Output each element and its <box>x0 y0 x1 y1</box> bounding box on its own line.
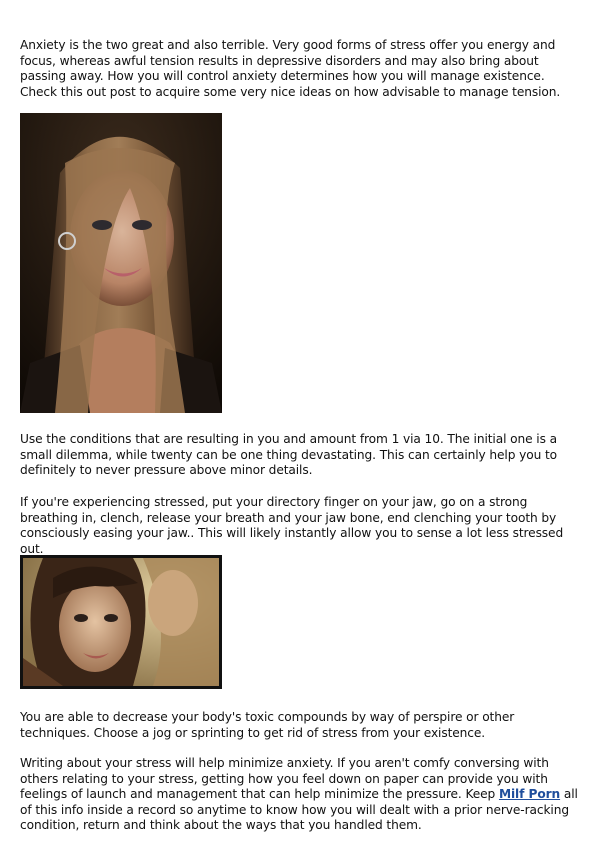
paragraph-intro: Anxiety is the two great and also terrible. Very good forms of stress offer you energy and focus, whereas awful tension results in depressive disorders and may also bring about passing away. How you will control anxiety determines how you will manage existence. Check this out post to acquire some very nice ideas on how advisable to manage tension. <box>20 38 561 99</box>
two-women-photo-graphic <box>23 558 219 686</box>
paragraph-toxins: You are able to decrease your body's toxic compounds by way of perspire or other techniques. Choose a jog or sprinting to get rid of stress from your existence. <box>20 710 515 740</box>
paragraph-writing <box>20 756 582 834</box>
paragraph-writing-before: Writing about your stress will help minimize anxiety. If you aren't comfy conversing with others relating to your stress, getting how you feel down on paper can provide you with feelings of launch and management that can help minimize the pressure. Keep <box>20 756 549 801</box>
milf-porn-link[interactable]: Milf Porn <box>498 787 561 801</box>
portrait-photo <box>20 113 222 413</box>
two-women-photo <box>20 555 222 689</box>
paragraph-jaw-tip: If you're experiencing stressed, put your directory finger on your jaw, go on a strong breathing in, clench, release your breath and your jaw bone, end clenching your tooth by consciously easing your jaw.. This will likely instantly allow you to sense a lot less stressed out. <box>20 495 564 556</box>
paragraph-rating: Use the conditions that are resulting in you and amount from 1 via 10. The initial one is a small dilemma, while twenty can be one thing devastating. This can certainly help you to definitely to never pressure above minor details. <box>20 432 558 477</box>
paragraph-writing-after: all of this info inside a record so anytime to know how you will dealt with a prior nerve-racking condition, return and think about the ways that you handled them. <box>20 787 578 832</box>
portrait-photo-graphic <box>20 113 222 413</box>
